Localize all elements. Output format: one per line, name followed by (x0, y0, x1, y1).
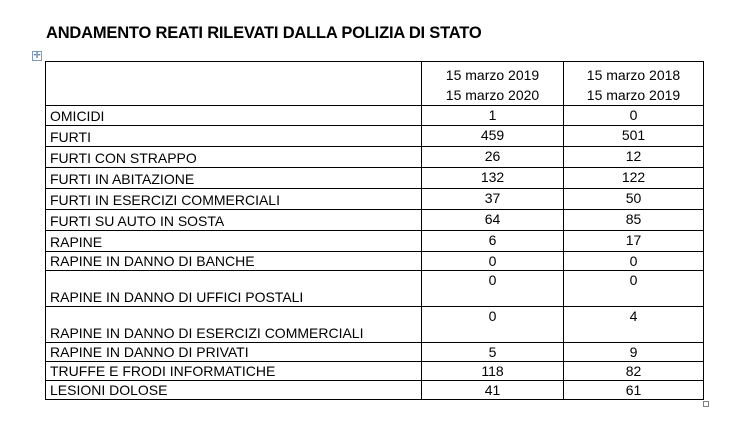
table-row (46, 307, 704, 343)
row-value-2019-2020: 132 (422, 168, 564, 189)
row-label: OMICIDI (46, 106, 422, 126)
row-value-2018-2019: 12 (564, 147, 704, 168)
row-value-2019-2020: 459 (422, 126, 564, 147)
row-value-2018-2019: 4 (564, 307, 704, 343)
row-value-2018-2019: 17 (564, 231, 704, 252)
row-label: TRUFFE E FRODI INFORMATICHE (46, 362, 422, 381)
row-value-2018-2019: 0 (564, 252, 704, 271)
row-label: FURTI CON STRAPPO (46, 147, 422, 168)
row-label: RAPINE IN DANNO DI ESERCIZI COMMERCIALI (46, 307, 422, 343)
row-label: LESIONI DOLOSE (46, 381, 422, 400)
row-label: FURTI IN ESERCIZI COMMERCIALI (46, 189, 422, 210)
row-value-2018-2019: 85 (564, 210, 704, 231)
row-label: RAPINE (46, 231, 422, 252)
row-value-2018-2019: 0 (564, 271, 704, 307)
crime-statistics-table (45, 61, 704, 400)
row-value-2018-2019: 61 (564, 381, 704, 400)
row-label: FURTI IN ABITAZIONE (46, 168, 422, 189)
row-label: FURTI (46, 126, 422, 147)
row-value-2018-2019: 0 (564, 106, 704, 126)
row-value-2019-2020: 64 (422, 210, 564, 231)
row-value-2019-2020: 6 (422, 231, 564, 252)
table-move-handle-icon[interactable]: ✛ (33, 51, 41, 61)
table-row (46, 126, 704, 147)
header-label-cell (46, 62, 422, 106)
header-period-2018-2019-start: 15 marzo 2018 (586, 67, 681, 83)
table-row (46, 189, 704, 210)
document-title: ANDAMENTO REATI RILEVATI DALLA POLIZIA DI STATO (46, 24, 482, 42)
table-row (46, 106, 704, 126)
table-row (46, 343, 704, 362)
row-value-2018-2019: 501 (564, 126, 704, 147)
header-period-2018-2019 (564, 62, 704, 106)
row-label: RAPINE IN DANNO DI BANCHE (46, 252, 422, 271)
row-value-2019-2020: 0 (422, 307, 564, 343)
table-row (46, 381, 704, 400)
row-value-2019-2020: 1 (422, 106, 564, 126)
row-value-2018-2019: 50 (564, 189, 704, 210)
header-period-2019-2020-end: 15 marzo 2020 (445, 87, 540, 103)
row-value-2019-2020: 37 (422, 189, 564, 210)
row-value-2019-2020: 41 (422, 381, 564, 400)
row-value-2019-2020: 118 (422, 362, 564, 381)
row-value-2018-2019: 122 (564, 168, 704, 189)
row-label: RAPINE IN DANNO DI UFFICI POSTALI (46, 271, 422, 307)
row-value-2019-2020: 5 (422, 343, 564, 362)
table-row (46, 210, 704, 231)
table-row (46, 252, 704, 271)
table-row (46, 147, 704, 168)
row-label: FURTI SU AUTO IN SOSTA (46, 210, 422, 231)
row-value-2019-2020: 0 (422, 271, 564, 307)
header-period-2018-2019-end: 15 marzo 2019 (586, 87, 681, 103)
row-label: RAPINE IN DANNO DI PRIVATI (46, 343, 422, 362)
table-row (46, 168, 704, 189)
table-row (46, 231, 704, 252)
row-value-2019-2020: 0 (422, 252, 564, 271)
header-period-2019-2020 (422, 62, 564, 106)
header-period-2019-2020-start: 15 marzo 2019 (445, 67, 540, 83)
table-resize-handle-icon[interactable] (703, 401, 709, 407)
row-value-2019-2020: 26 (422, 147, 564, 168)
row-value-2018-2019: 9 (564, 343, 704, 362)
table-row (46, 271, 704, 307)
table-header-row (46, 62, 704, 106)
table-row (46, 362, 704, 381)
row-value-2018-2019: 82 (564, 362, 704, 381)
